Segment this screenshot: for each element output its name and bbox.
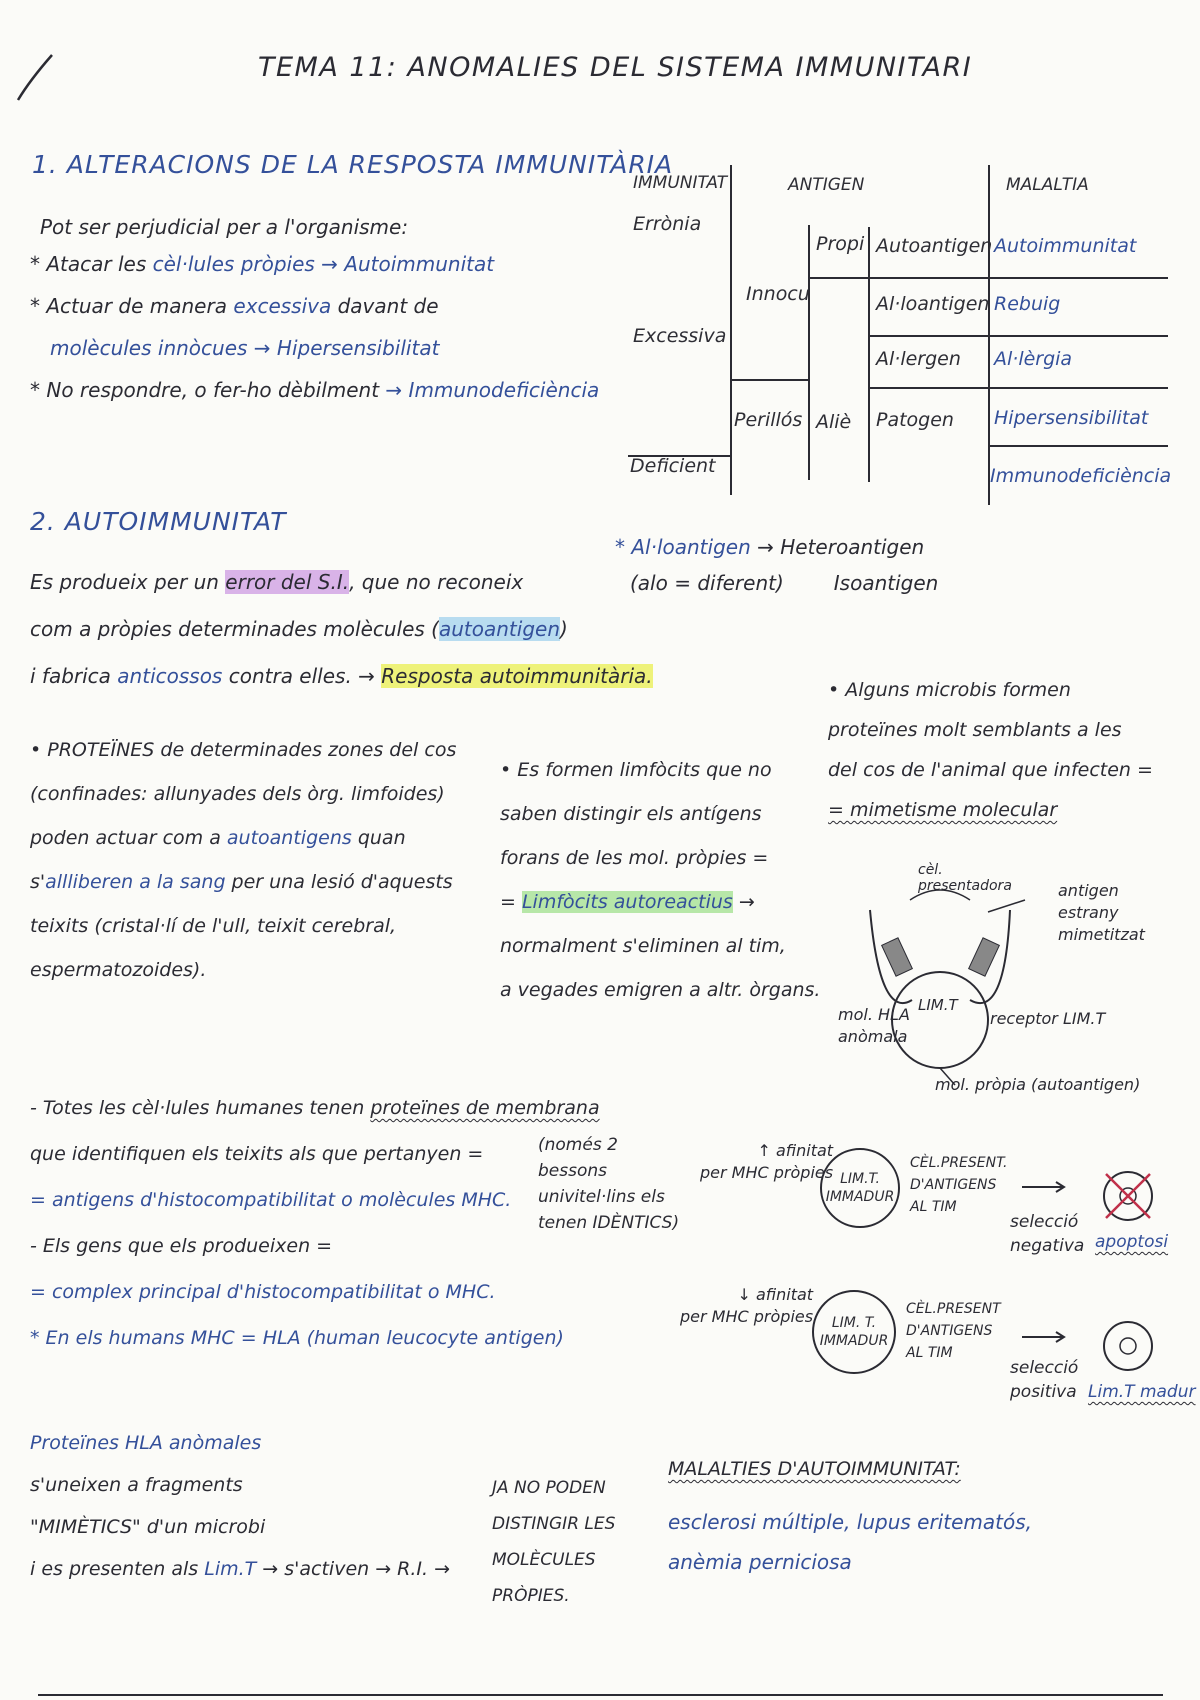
proteines-block: • PROTEÏNES de determinades zones del cos (confinades: allunyades dels òrg. limfoides) poden actuar com a autoantigens quan s'allliberen a la sang per una lesió d'aquests teixits (cristal·lí de l'ull, teixit cerebral, espermatozoides). <box>30 739 457 981</box>
td-perillos: Perillós <box>734 409 803 431</box>
hla-block: Proteïnes HLA anòmales s'uneixen a fragments "MIMÈTICS" d'un microbi i es presenten als Lim.T → s'activen → R.I. → <box>30 1432 451 1580</box>
s2-p1: Es produeix per un error del S.I., que no reconeix <box>30 570 524 594</box>
page-title: TEMA 11: ANOMALIES DEL SISTEMA IMMUNITARI <box>258 52 973 83</box>
s2-p3: i fabrica anticossos contra elles. → Resposta autoimmunitària. <box>30 664 653 688</box>
td-alie: Aliè <box>816 411 852 433</box>
receptor-label: receptor LIM.T <box>990 1009 1106 1028</box>
mhc-block: - Totes les cèl·lules humanes tenen proteïnes de membrana que identifiquen els teixits als que pertanyen = = antigens d'histocompatibilitat o molècules MHC. - Els gens que els produeixen = = complex principal d'histocompatibilitat o MHC. * En els humans MHC = HLA (human leucocyte antigen) <box>30 1097 600 1349</box>
td-erronia: Errònia <box>633 213 702 235</box>
s1-intro: Pot ser perjudicial per a l'organisme: <box>40 215 409 239</box>
td-deficient: Deficient <box>630 455 716 477</box>
arrow-right-icon <box>1020 1330 1070 1344</box>
bessons-note: (només 2 bessons univitel·lins els tenen IDÈNTICS) <box>538 1135 680 1233</box>
distinguish-note: JA NO PODEN DISTINGIR LES MOLÈCULES PRÒPIES. <box>492 1478 616 1606</box>
antigen-mimetitzat-label: antigen estrany mimetitzat <box>1058 881 1145 944</box>
td-autoimmunitat: Autoimmunitat <box>994 235 1137 257</box>
low-affinity-label: ↓ afinitat per MHC pròpies <box>680 1285 814 1326</box>
apoptosis-crossed-cell-icon <box>1100 1168 1156 1224</box>
td-alloantigen: Al·loantigen <box>876 293 990 315</box>
apoptosi-label: apoptosi <box>1095 1232 1169 1252</box>
limfocits-block: • Es formen limfòcits que no saben distingir els antígens forans de les mol. pròpies = = Limfòcits autoreactius → normalment s'eliminen al tim, a vegades emigren a altr. òrgans. <box>500 759 821 1001</box>
td-propi: Propi <box>816 233 865 255</box>
lim-t-madur-label: Lim.T madur <box>1088 1382 1196 1402</box>
negative-selection-label: selecció negativa <box>1010 1212 1085 1256</box>
present-cell-2-label: CÈL.PRESENT D'ANTIGENS AL TIM <box>906 1301 1001 1361</box>
immunity-table <box>628 165 1172 505</box>
corner-tick-mark <box>0 0 60 110</box>
td-hipersensibilitat: Hipersensibilitat <box>994 407 1149 429</box>
alo-line-2: (alo = diferent) Isoantigen <box>630 571 939 595</box>
microbis-block: • Alguns microbis formen proteïnes molt semblants a les del cos de l'animal que infecten = = mimetisme molecular <box>828 679 1153 821</box>
td-innocu: Innocu <box>746 283 810 305</box>
th-malaltia: MALALTIA <box>1006 175 1089 195</box>
th-antigen: ANTIGEN <box>788 175 865 195</box>
section-2-heading: 2. AUTOIMMUNITAT <box>30 507 287 536</box>
present-cell-1-label: CÈL.PRESENT. D'ANTIGENS AL TIM <box>910 1155 1008 1215</box>
lim-t-label: LIM.T <box>918 996 958 1014</box>
td-immunodeficiencia: Immunodeficiència <box>990 465 1172 487</box>
mature-cell-icon <box>1100 1318 1156 1374</box>
positive-selection-label: selecció positiva <box>1010 1358 1079 1402</box>
s1-bullet-2-cont: molècules innòcues → Hipersensibilitat <box>50 336 440 360</box>
page-bottom-rule <box>38 1694 1163 1696</box>
mol-hla-label: mol. HLA anòmala <box>838 1005 910 1046</box>
section-1-heading: 1. ALTERACIONS DE LA RESPOSTA IMMUNITÀRIA <box>32 150 674 179</box>
td-patogen: Patogen <box>876 409 954 431</box>
th-immunitat: IMMUNITAT <box>633 173 728 193</box>
s1-bullet-2: * Actuar de manera excessiva davant de <box>30 294 439 318</box>
td-excessiva: Excessiva <box>633 325 727 347</box>
alo-line-1: * Al·loantigen → Heteroantigen <box>615 535 925 559</box>
malalties-heading: MALALTIES D'AUTOIMMUNITAT: <box>668 1458 961 1480</box>
arrow-right-icon <box>1020 1180 1070 1194</box>
high-affinity-label: ↑ afinitat per MHC pròpies <box>700 1141 834 1182</box>
s2-p2: com a pròpies determinades molècules (autoantigen) <box>30 617 568 641</box>
td-rebuig: Rebuig <box>994 293 1061 315</box>
immature-t-cell-2: LIM. T. IMMADUR <box>812 1290 896 1374</box>
s1-bullet-1: * Atacar les cèl·lules pròpies → Autoimmunitat <box>30 252 495 276</box>
malalties-list: esclerosi múltiple, lupus eritematós, anèmia perniciosa <box>668 1510 1032 1574</box>
immature-t-cell-1: LIM.T. IMMADUR <box>820 1148 900 1228</box>
cel-presentadora-label: cèl. presentadora <box>918 862 1012 894</box>
td-autoantigen: Autoantigen <box>876 235 993 257</box>
td-allergia: Al·lèrgia <box>994 348 1073 370</box>
s1-bullet-3: * No respondre, o fer-ho dèbilment → Immunodeficiència <box>30 378 600 402</box>
td-allergen: Al·lergen <box>876 348 961 370</box>
mol-propia-label: mol. pròpia (autoantigen) <box>935 1075 1141 1094</box>
